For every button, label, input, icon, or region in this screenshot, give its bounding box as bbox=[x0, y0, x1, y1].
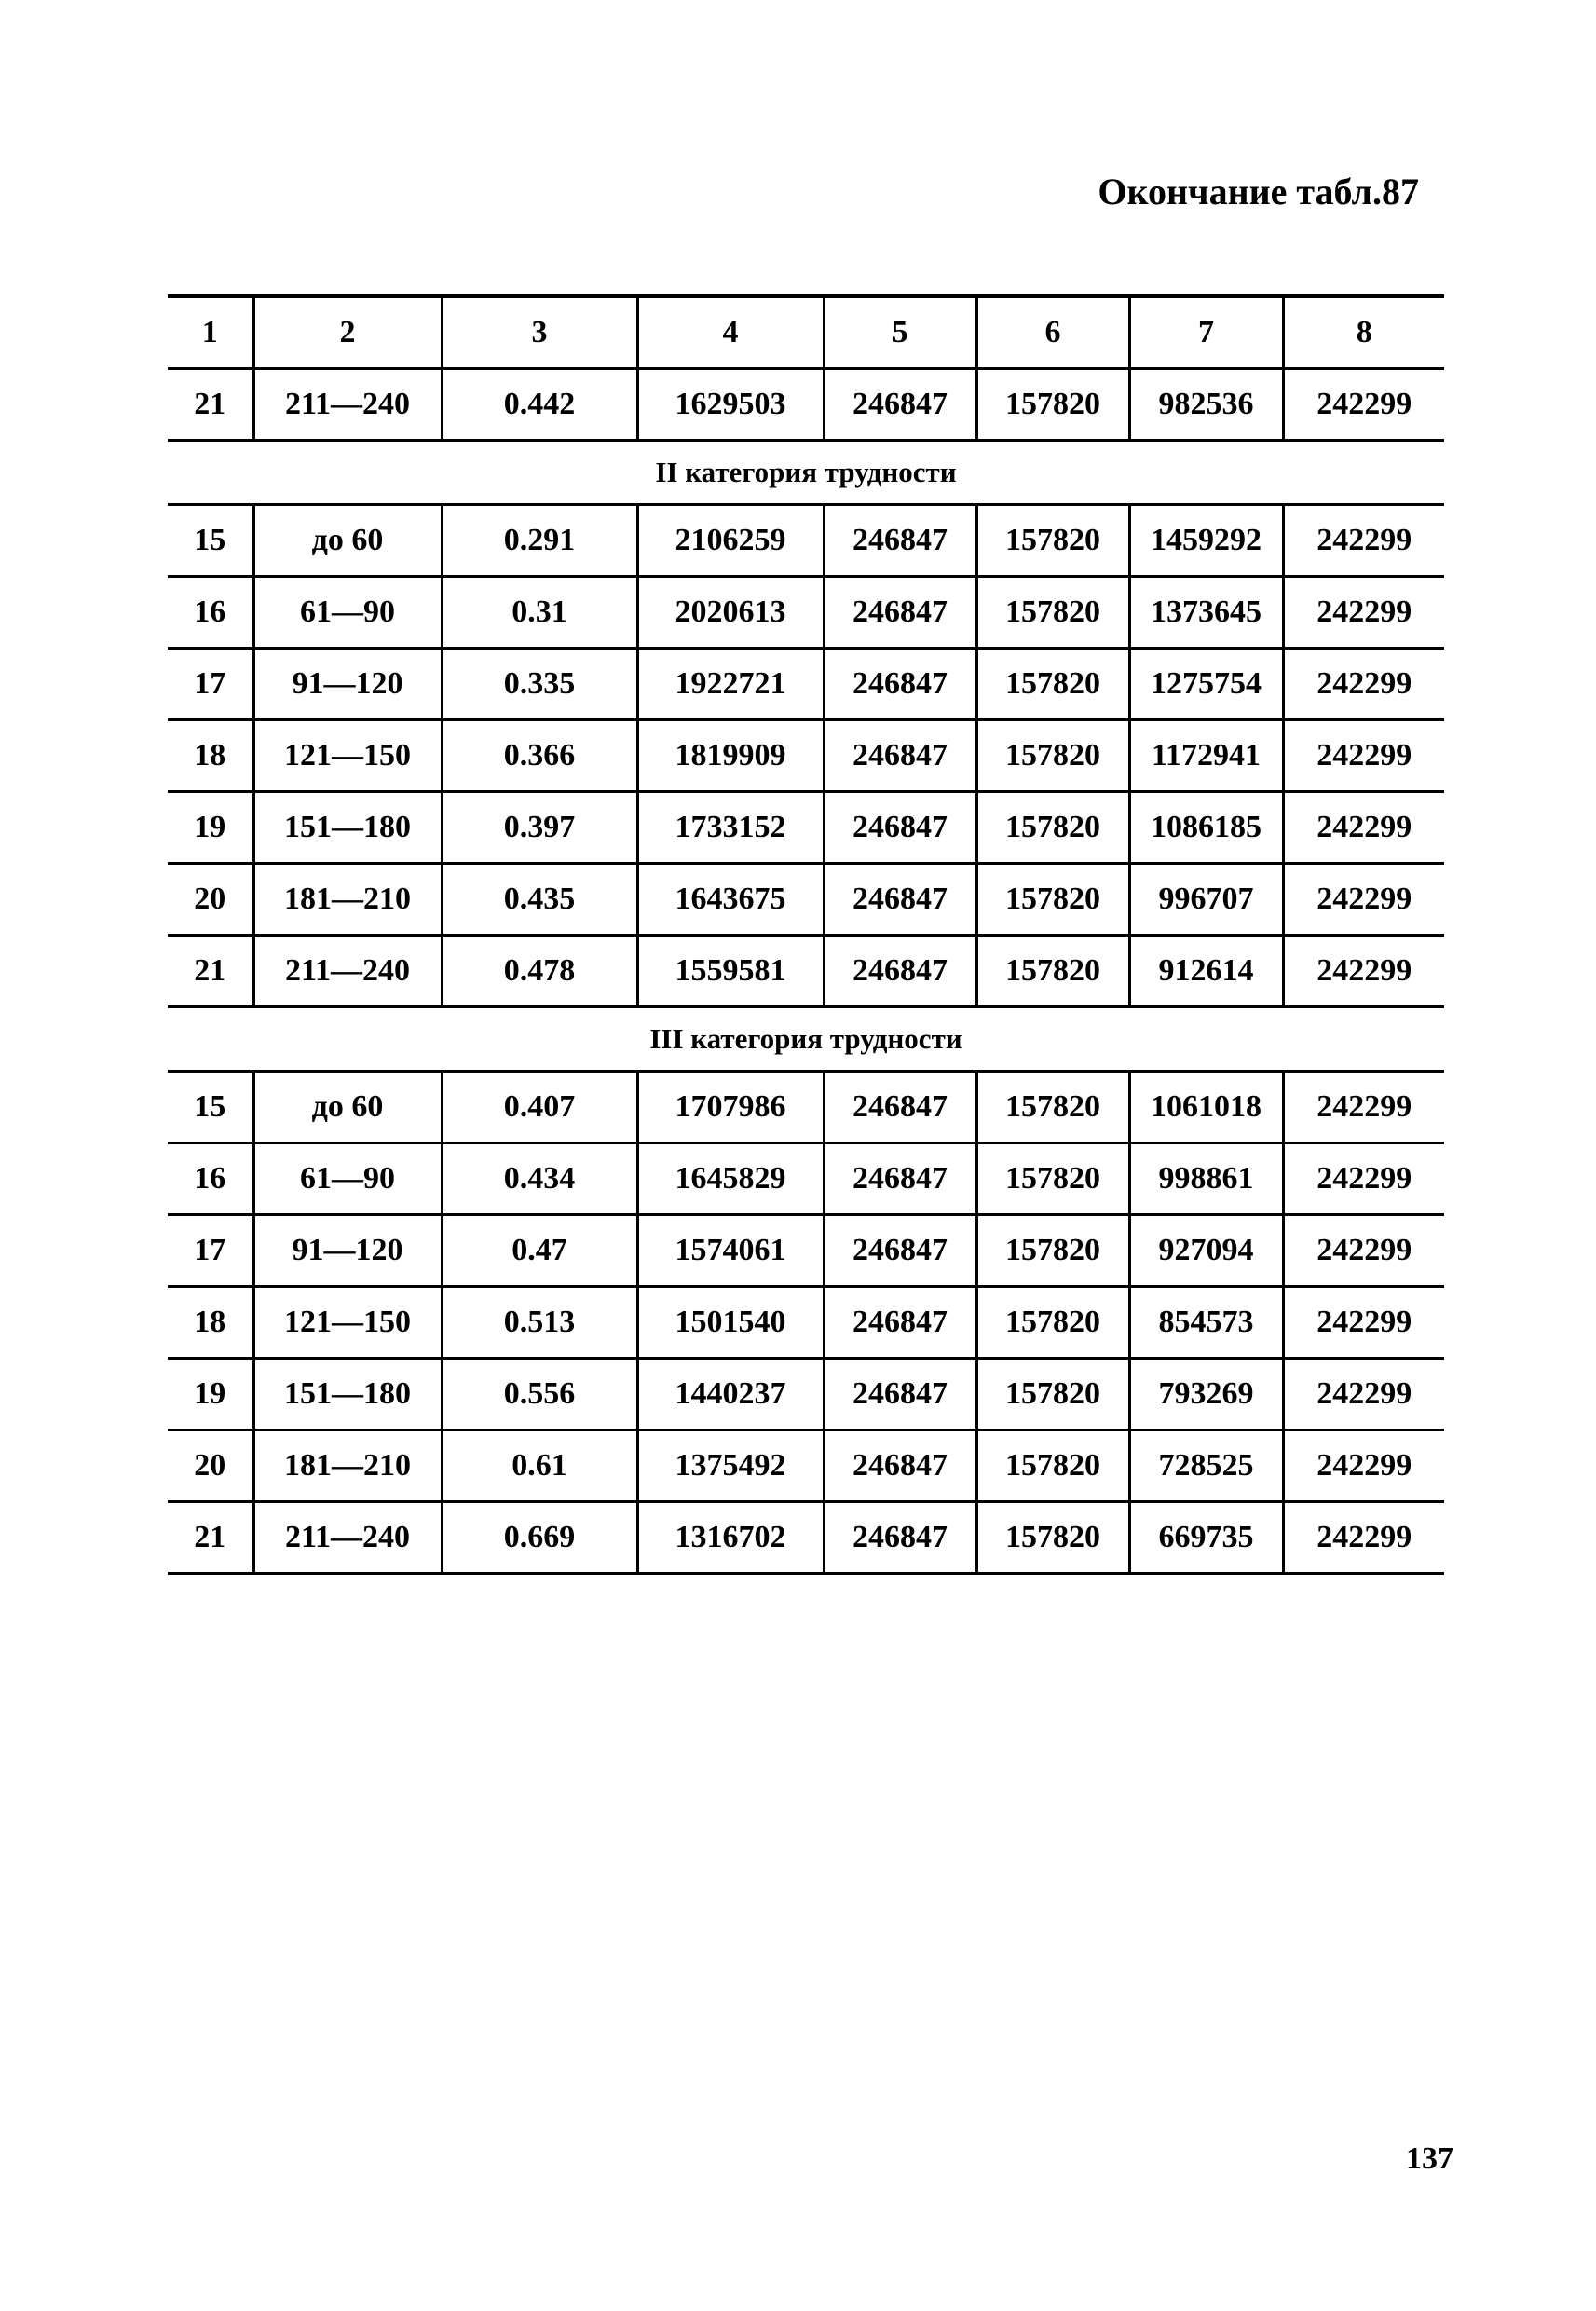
table-cell: 0.397 bbox=[442, 792, 637, 864]
table-row bbox=[168, 577, 1444, 649]
table-cell: 242299 bbox=[1283, 720, 1444, 792]
table-cell: 157820 bbox=[976, 649, 1129, 720]
page-number: 137 bbox=[1406, 2141, 1453, 2176]
table-cell: 246847 bbox=[824, 1430, 976, 1502]
table-cell: 157820 bbox=[976, 720, 1129, 792]
table-cell: 211—240 bbox=[253, 936, 442, 1007]
table-cell: 242299 bbox=[1283, 1359, 1444, 1430]
table-cell: 242299 bbox=[1283, 577, 1444, 649]
table-cell: 15 bbox=[168, 505, 253, 577]
table-cell: 996707 bbox=[1129, 864, 1283, 936]
table-cell: 246847 bbox=[824, 505, 976, 577]
table-cell: 7 bbox=[1129, 296, 1283, 369]
table-cell: 157820 bbox=[976, 369, 1129, 441]
section-header-ii bbox=[168, 441, 1444, 505]
table-cell: 151—180 bbox=[253, 1359, 442, 1430]
table-cell: 1643675 bbox=[637, 864, 824, 936]
table-cell: 19 bbox=[168, 792, 253, 864]
table-cell: 157820 bbox=[976, 792, 1129, 864]
table-cell: 157820 bbox=[976, 1143, 1129, 1215]
table-row bbox=[168, 864, 1444, 936]
table-cell: 1733152 bbox=[637, 792, 824, 864]
table-cell: 157820 bbox=[976, 1215, 1129, 1287]
data-table bbox=[168, 294, 1444, 1575]
table-cell: до 60 bbox=[253, 1072, 442, 1143]
section-title: II категория трудности bbox=[168, 441, 1444, 505]
table-cell: 151—180 bbox=[253, 792, 442, 864]
table-cell: 16 bbox=[168, 1143, 253, 1215]
table-cell: 242299 bbox=[1283, 1502, 1444, 1574]
table-row bbox=[168, 1072, 1444, 1143]
table-cell: 15 bbox=[168, 1072, 253, 1143]
table-cell: 242299 bbox=[1283, 1287, 1444, 1359]
table-cell: 20 bbox=[168, 864, 253, 936]
table-cell: 793269 bbox=[1129, 1359, 1283, 1430]
header-row bbox=[168, 296, 1444, 369]
table-cell: 242299 bbox=[1283, 1215, 1444, 1287]
table-cell: 91—120 bbox=[253, 649, 442, 720]
table-cell: 246847 bbox=[824, 1287, 976, 1359]
table-cell: 1086185 bbox=[1129, 792, 1283, 864]
table-cell: до 60 bbox=[253, 505, 442, 577]
table-cell: 1629503 bbox=[637, 369, 824, 441]
table-cell: 1707986 bbox=[637, 1072, 824, 1143]
table-cell: 242299 bbox=[1283, 369, 1444, 441]
table-cell: 157820 bbox=[976, 864, 1129, 936]
table-cell: 0.407 bbox=[442, 1072, 637, 1143]
table-row bbox=[168, 649, 1444, 720]
section-header-iii bbox=[168, 1007, 1444, 1072]
table-cell: 1275754 bbox=[1129, 649, 1283, 720]
table-cell: 6 bbox=[976, 296, 1129, 369]
table-cell: 0.434 bbox=[442, 1143, 637, 1215]
table-row bbox=[168, 936, 1444, 1007]
table-row bbox=[168, 1143, 1444, 1215]
table-row bbox=[168, 1430, 1444, 1502]
table-cell: 181—210 bbox=[253, 864, 442, 936]
table-cell: 18 bbox=[168, 720, 253, 792]
table-cell: 2 bbox=[253, 296, 442, 369]
table-row bbox=[168, 1287, 1444, 1359]
table-cell: 0.513 bbox=[442, 1287, 637, 1359]
table-cell: 2106259 bbox=[637, 505, 824, 577]
table-cell: 2020613 bbox=[637, 577, 824, 649]
table-cell: 121—150 bbox=[253, 1287, 442, 1359]
table-cell: 5 bbox=[824, 296, 976, 369]
table-cell: 242299 bbox=[1283, 649, 1444, 720]
table-cell: 0.669 bbox=[442, 1502, 637, 1574]
table-cell: 1574061 bbox=[637, 1215, 824, 1287]
table-cell: 157820 bbox=[976, 577, 1129, 649]
table-cell: 1375492 bbox=[637, 1430, 824, 1502]
table-cell: 246847 bbox=[824, 1072, 976, 1143]
table-row bbox=[168, 369, 1444, 441]
table-cell: 157820 bbox=[976, 1502, 1129, 1574]
table-cell: 21 bbox=[168, 936, 253, 1007]
table-caption: Окончание табл.87 bbox=[1098, 171, 1419, 212]
table-row bbox=[168, 1502, 1444, 1574]
table-cell: 1645829 bbox=[637, 1143, 824, 1215]
table-row bbox=[168, 720, 1444, 792]
table-cell: 1501540 bbox=[637, 1287, 824, 1359]
table-cell: 246847 bbox=[824, 864, 976, 936]
table-cell: 1559581 bbox=[637, 936, 824, 1007]
table-cell: 1459292 bbox=[1129, 505, 1283, 577]
table-cell: 61—90 bbox=[253, 1143, 442, 1215]
table-cell: 157820 bbox=[976, 1430, 1129, 1502]
table-cell: 1440237 bbox=[637, 1359, 824, 1430]
table-row bbox=[168, 505, 1444, 577]
table-cell: 242299 bbox=[1283, 1143, 1444, 1215]
table-cell: 17 bbox=[168, 649, 253, 720]
table-cell: 242299 bbox=[1283, 1072, 1444, 1143]
table-cell: 0.61 bbox=[442, 1430, 637, 1502]
table-cell: 0.47 bbox=[442, 1215, 637, 1287]
table-cell: 854573 bbox=[1129, 1287, 1283, 1359]
table-cell: 4 bbox=[637, 296, 824, 369]
table-cell: 211—240 bbox=[253, 1502, 442, 1574]
table-cell: 1373645 bbox=[1129, 577, 1283, 649]
table-cell: 1316702 bbox=[637, 1502, 824, 1574]
table-cell: 157820 bbox=[976, 1287, 1129, 1359]
table-row bbox=[168, 792, 1444, 864]
table-cell: 246847 bbox=[824, 369, 976, 441]
table-cell: 1172941 bbox=[1129, 720, 1283, 792]
table-cell: 1922721 bbox=[637, 649, 824, 720]
table-cell: 61—90 bbox=[253, 577, 442, 649]
table-cell: 728525 bbox=[1129, 1430, 1283, 1502]
table-cell: 181—210 bbox=[253, 1430, 442, 1502]
table-cell: 21 bbox=[168, 1502, 253, 1574]
table-cell: 912614 bbox=[1129, 936, 1283, 1007]
table-cell: 927094 bbox=[1129, 1215, 1283, 1287]
table-cell: 246847 bbox=[824, 1215, 976, 1287]
table-cell: 3 bbox=[442, 296, 637, 369]
table-cell: 157820 bbox=[976, 1359, 1129, 1430]
table-cell: 8 bbox=[1283, 296, 1444, 369]
table-cell: 246847 bbox=[824, 1502, 976, 1574]
table-cell: 246847 bbox=[824, 792, 976, 864]
table-cell: 246847 bbox=[824, 577, 976, 649]
table-cell: 246847 bbox=[824, 649, 976, 720]
table-cell: 246847 bbox=[824, 936, 976, 1007]
table-cell: 0.366 bbox=[442, 720, 637, 792]
table-cell: 246847 bbox=[824, 1143, 976, 1215]
table-cell: 0.291 bbox=[442, 505, 637, 577]
table-cell: 20 bbox=[168, 1430, 253, 1502]
table-cell: 91—120 bbox=[253, 1215, 442, 1287]
table-cell: 21 bbox=[168, 369, 253, 441]
table-cell: 0.478 bbox=[442, 936, 637, 1007]
table-cell: 17 bbox=[168, 1215, 253, 1287]
table-cell: 0.435 bbox=[442, 864, 637, 936]
table-cell: 242299 bbox=[1283, 792, 1444, 864]
table-cell: 982536 bbox=[1129, 369, 1283, 441]
table-cell: 157820 bbox=[976, 505, 1129, 577]
table-cell: 242299 bbox=[1283, 936, 1444, 1007]
table-cell: 1061018 bbox=[1129, 1072, 1283, 1143]
table-cell: 1 bbox=[168, 296, 253, 369]
table-cell: 669735 bbox=[1129, 1502, 1283, 1574]
table-cell: 998861 bbox=[1129, 1143, 1283, 1215]
table-row bbox=[168, 1215, 1444, 1287]
table-cell: 0.31 bbox=[442, 577, 637, 649]
table-cell: 18 bbox=[168, 1287, 253, 1359]
table-cell: 246847 bbox=[824, 1359, 976, 1430]
table-cell: 16 bbox=[168, 577, 253, 649]
table-cell: 246847 bbox=[824, 720, 976, 792]
section-title: III категория трудности bbox=[168, 1007, 1444, 1072]
table-cell: 157820 bbox=[976, 1072, 1129, 1143]
table-cell: 242299 bbox=[1283, 505, 1444, 577]
table-cell: 242299 bbox=[1283, 864, 1444, 936]
table-row bbox=[168, 1359, 1444, 1430]
table-cell: 0.335 bbox=[442, 649, 637, 720]
table-cell: 211—240 bbox=[253, 369, 442, 441]
table-cell: 242299 bbox=[1283, 1430, 1444, 1502]
table-cell: 0.442 bbox=[442, 369, 637, 441]
table-cell: 121—150 bbox=[253, 720, 442, 792]
table-cell: 0.556 bbox=[442, 1359, 637, 1430]
table-cell: 157820 bbox=[976, 936, 1129, 1007]
table-cell: 1819909 bbox=[637, 720, 824, 792]
table-cell: 19 bbox=[168, 1359, 253, 1430]
